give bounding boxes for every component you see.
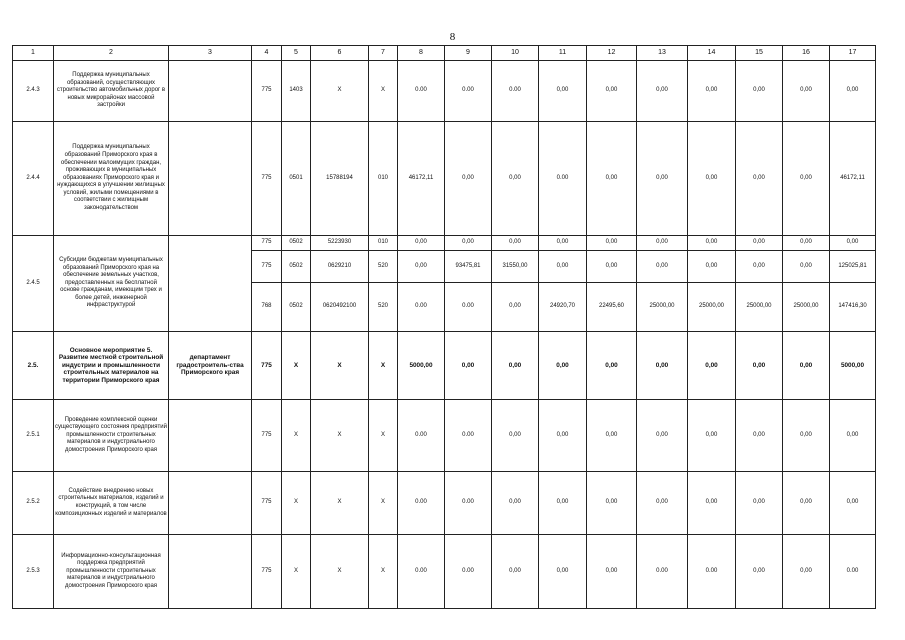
value-cell: 0,00 xyxy=(736,535,783,609)
value-cell: 0,00 xyxy=(736,61,783,122)
cell: 520 xyxy=(369,251,398,283)
cell: 010 xyxy=(369,122,398,236)
cell: 775 xyxy=(252,236,282,251)
value-cell: 0.00 xyxy=(445,535,492,609)
value-cell: 0,00 xyxy=(492,400,539,472)
header-cell: 15 xyxy=(736,46,783,61)
value-cell: 0.00 xyxy=(398,535,445,609)
value-cell: 0,00 xyxy=(587,472,637,535)
header-cell: 16 xyxy=(783,46,830,61)
value-cell: 0,00 xyxy=(637,472,688,535)
cell: X xyxy=(369,472,398,535)
value-cell: 0,00 xyxy=(492,283,539,332)
row-description: Содействие внедрению новых строительных материалов, изделий и конструкций, в том числе композиционных изделий и материалов xyxy=(54,472,169,535)
cell: X xyxy=(369,61,398,122)
value-cell: 0,00 xyxy=(688,251,736,283)
responsible-cell xyxy=(169,400,252,472)
cell: 775 xyxy=(252,122,282,236)
header-cell: 1 xyxy=(13,46,54,61)
cell: 775 xyxy=(252,251,282,283)
row-description: Информационно-консультационная поддержка предприятий промышленности строительных материалов и индустриального домостроения Приморского края xyxy=(54,535,169,609)
value-cell: 0,00 xyxy=(637,61,688,122)
value-cell: 0,00 xyxy=(539,535,587,609)
table-row xyxy=(13,472,876,535)
table-row xyxy=(13,535,876,609)
value-cell: 0,00 xyxy=(783,236,830,251)
header-cell: 14 xyxy=(688,46,736,61)
value-cell: 0.00 xyxy=(830,535,876,609)
row-description: Основное мероприятие 5. Развитие местной строительной индустрии и промышленности строительных материалов на территории Приморского края xyxy=(54,332,169,400)
value-cell: 0,00 xyxy=(539,251,587,283)
cell: X xyxy=(369,535,398,609)
value-cell: 24920,70 xyxy=(539,283,587,332)
responsible-cell: департамент градостроитель-ства Приморского края xyxy=(169,332,252,400)
value-cell: 0.00 xyxy=(398,400,445,472)
responsible-cell xyxy=(169,122,252,236)
cell: X xyxy=(311,472,369,535)
value-cell: 0.00 xyxy=(445,472,492,535)
cell: 0502 xyxy=(282,283,311,332)
cell: 0620492100 xyxy=(311,283,369,332)
header-cell: 3 xyxy=(169,46,252,61)
value-cell: 0,00 xyxy=(587,122,637,236)
header-cell: 9 xyxy=(445,46,492,61)
value-cell: 0,00 xyxy=(492,236,539,251)
cell: 15788194 xyxy=(311,122,369,236)
cell: X xyxy=(282,400,311,472)
cell: 775 xyxy=(252,400,282,472)
value-cell: 0,00 xyxy=(445,236,492,251)
value-cell: 0,00 xyxy=(587,251,637,283)
value-cell: 0,00 xyxy=(539,400,587,472)
value-cell: 0,00 xyxy=(492,535,539,609)
value-cell: 0,00 xyxy=(587,400,637,472)
value-cell: 0,00 xyxy=(736,122,783,236)
cell: 0629210 xyxy=(311,251,369,283)
cell: X xyxy=(282,472,311,535)
value-cell: 0.00 xyxy=(688,535,736,609)
value-cell: 25000,00 xyxy=(688,283,736,332)
value-cell: 0.00 xyxy=(445,400,492,472)
row-description: Поддержка муниципальных образований Приморского края в обеспечении малоимущих граждан, проживающих в муниципальных образованиях Приморского края и нуждающихся в улучшении жилищных условий, жилыми помещениями в соответствии с жилищным законодательством xyxy=(54,122,169,236)
cell: X xyxy=(369,332,398,400)
value-cell: 0.00 xyxy=(398,472,445,535)
value-cell: 25000,00 xyxy=(736,283,783,332)
value-cell: 0,00 xyxy=(736,332,783,400)
cell: 520 xyxy=(369,283,398,332)
value-cell: 0.00 xyxy=(492,61,539,122)
row-description: Субсидии бюджетам муниципальных образований Приморского края на обеспечение земельных участков, предоставленных на бесплатной основе гражданам, имеющим трех и более детей, инженерной инфраструктурой xyxy=(54,236,169,332)
value-cell: 31550,00 xyxy=(492,251,539,283)
cell: 768 xyxy=(252,283,282,332)
cell: 1403 xyxy=(282,61,311,122)
value-cell: 0,00 xyxy=(587,61,637,122)
cell: 0502 xyxy=(282,251,311,283)
cell: X xyxy=(311,400,369,472)
value-cell: 0,00 xyxy=(688,236,736,251)
value-cell: 0,00 xyxy=(637,236,688,251)
value-cell: 25000,00 xyxy=(783,283,830,332)
cell: 5223930 xyxy=(311,236,369,251)
value-cell: 0,00 xyxy=(783,535,830,609)
value-cell: 0,00 xyxy=(688,61,736,122)
value-cell: 0,00 xyxy=(587,332,637,400)
value-cell: 0.00 xyxy=(445,283,492,332)
value-cell: 0,00 xyxy=(539,332,587,400)
value-cell: 0,00 xyxy=(736,236,783,251)
header-cell: 17 xyxy=(830,46,876,61)
header-cell: 7 xyxy=(369,46,398,61)
value-cell: 25000,00 xyxy=(637,283,688,332)
value-cell: 0,00 xyxy=(783,122,830,236)
value-cell: 22495,60 xyxy=(587,283,637,332)
value-cell: 0,00 xyxy=(783,332,830,400)
header-row xyxy=(13,46,876,61)
value-cell: 0,00 xyxy=(492,122,539,236)
value-cell: 147416,30 xyxy=(830,283,876,332)
header-cell: 2 xyxy=(54,46,169,61)
value-cell: 0.00 xyxy=(637,535,688,609)
cell: 775 xyxy=(252,472,282,535)
value-cell: 0,00 xyxy=(492,332,539,400)
value-cell: 5000,00 xyxy=(830,332,876,400)
header-cell: 11 xyxy=(539,46,587,61)
value-cell: 125025,81 xyxy=(830,251,876,283)
value-cell: 5000,00 xyxy=(398,332,445,400)
row-number: 2.5.3 xyxy=(13,535,54,609)
cell: 0501 xyxy=(282,122,311,236)
cell: 0502 xyxy=(282,236,311,251)
value-cell: 0,00 xyxy=(637,122,688,236)
row-number: 2.5.2 xyxy=(13,472,54,535)
row-number: 2.5.1 xyxy=(13,400,54,472)
responsible-cell xyxy=(169,535,252,609)
value-cell: 0,00 xyxy=(783,251,830,283)
value-cell: 0,00 xyxy=(736,251,783,283)
value-cell: 0,00 xyxy=(445,332,492,400)
value-cell: 0,00 xyxy=(492,472,539,535)
header-cell: 12 xyxy=(587,46,637,61)
responsible-cell xyxy=(169,472,252,535)
value-cell: 0,00 xyxy=(783,472,830,535)
value-cell: 0,00 xyxy=(830,472,876,535)
table-row xyxy=(13,332,876,400)
responsible-cell xyxy=(169,61,252,122)
cell: X xyxy=(282,332,311,400)
value-cell: 0,00 xyxy=(830,236,876,251)
table-row xyxy=(13,236,876,251)
value-cell: 0,00 xyxy=(445,122,492,236)
value-cell: 0,00 xyxy=(398,236,445,251)
cell: 010 xyxy=(369,236,398,251)
value-cell: 0,00 xyxy=(736,472,783,535)
value-cell: 0,00 xyxy=(688,472,736,535)
header-cell: 4 xyxy=(252,46,282,61)
value-cell: 0,00 xyxy=(688,122,736,236)
page-number: 8 xyxy=(449,31,456,43)
value-cell: 0.00 xyxy=(398,61,445,122)
value-cell: 0,00 xyxy=(637,332,688,400)
value-cell: 46172,11 xyxy=(830,122,876,236)
row-number: 2.4.4 xyxy=(13,122,54,236)
value-cell: 0,00 xyxy=(539,472,587,535)
value-cell: 0,00 xyxy=(783,61,830,122)
value-cell: 0,00 xyxy=(830,400,876,472)
value-cell: 0,00 xyxy=(637,400,688,472)
cell: X xyxy=(311,332,369,400)
row-number: 2.4.5 xyxy=(13,236,54,332)
cell: X xyxy=(311,535,369,609)
row-number: 2.5. xyxy=(13,332,54,400)
cell: X xyxy=(282,535,311,609)
header-cell: 6 xyxy=(311,46,369,61)
row-number: 2.4.3 xyxy=(13,61,54,122)
row-description: Поддержка муниципальных образований, осуществляющих строительство автомобильных дорог в новых микрорайонах массовой застройки xyxy=(54,61,169,122)
responsible-cell xyxy=(169,236,252,332)
value-cell: 0,00 xyxy=(830,61,876,122)
header-cell: 13 xyxy=(637,46,688,61)
table-row xyxy=(13,400,876,472)
value-cell: 0.00 xyxy=(445,61,492,122)
value-cell: 0,00 xyxy=(637,251,688,283)
budget-table xyxy=(12,45,876,609)
header-cell: 10 xyxy=(492,46,539,61)
value-cell: 46172,11 xyxy=(398,122,445,236)
cell: X xyxy=(369,400,398,472)
value-cell: 0,00 xyxy=(539,61,587,122)
value-cell: 0,00 xyxy=(783,400,830,472)
value-cell: 0,00 xyxy=(688,400,736,472)
value-cell: 0,00 xyxy=(539,236,587,251)
row-description: Проведение комплексной оценки существующего состояния предприятий промышленности строительных материалов и индустриального домостроения Приморского края xyxy=(54,400,169,472)
header-cell: 5 xyxy=(282,46,311,61)
value-cell: 0,00 xyxy=(587,535,637,609)
value-cell: 0,00 xyxy=(398,251,445,283)
cell: 775 xyxy=(252,332,282,400)
value-cell: 0,00 xyxy=(587,236,637,251)
value-cell: 0.00 xyxy=(398,283,445,332)
value-cell: 0,00 xyxy=(688,332,736,400)
value-cell: 0.00 xyxy=(539,122,587,236)
header-cell: 8 xyxy=(398,46,445,61)
table-row xyxy=(13,122,876,236)
value-cell: 93475,81 xyxy=(445,251,492,283)
cell: 775 xyxy=(252,535,282,609)
value-cell: 0,00 xyxy=(736,400,783,472)
table-row xyxy=(13,61,876,122)
cell: X xyxy=(311,61,369,122)
cell: 775 xyxy=(252,61,282,122)
